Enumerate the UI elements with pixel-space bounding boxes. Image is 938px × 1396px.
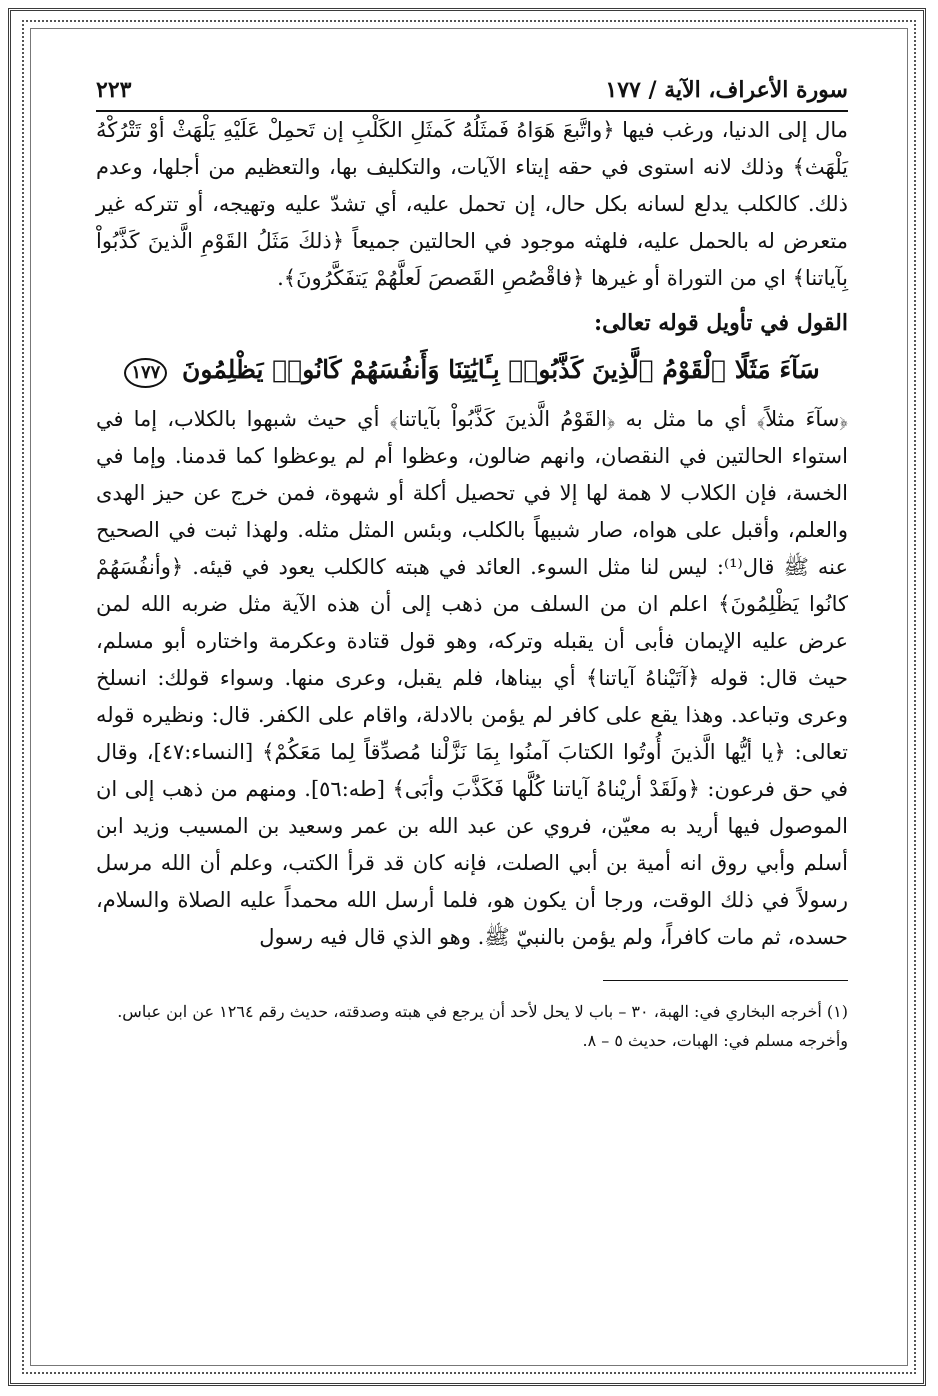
page-content [96, 70, 848, 1055]
footnote-2: وأخرجه مسلم في: الهبات، حديث ٥ – ٨. [582, 1031, 848, 1050]
footnote-divider [603, 980, 848, 981]
section-heading: القول في تأويل قوله تعالى: [594, 310, 848, 336]
surah-reference: سورة الأعراف، الآية / ١٧٧ [605, 77, 848, 103]
verse-text: سَآءَ مَثَلًا ٱلْقَوْمُ ٱلَّذِينَ كَذَّبُوا۟ بِـَٔايَٰتِنَا وَأَنفُسَهُمْ كَانُوا۟ يَظْلِمُونَ [182, 355, 820, 384]
quran-verse [96, 343, 848, 397]
body-text [96, 112, 848, 956]
footnotes [96, 997, 848, 1055]
footnote-1: (١) أخرجه البخاري في: الهبة، ٣٠ – باب لا يحل لأحد أن يرجع في هبته وصدقته، حديث رقم ١٢٦٤ عن ابن عباس. [117, 1002, 848, 1021]
page-number: ٢٢٣ [96, 77, 132, 103]
running-header [96, 70, 848, 112]
intro-paragraph: مال إلى الدنيا، ورغب فيها ﴿واتَّبعَ هَوَاهُ فَمثَلُهُ كَمثَلِ الكَلْبِ إن تَحمِلْ عَلَيْهِ يَلْهَثْ أوْ تَتْرُكْهُ يَلْهَث﴾ وذلك لانه استوى في حقه إيتاء الآيات، والتكليف بها، والتعظيم من أجلها، وعدم ذلك. كالكلب يدلع لسانه بكل حال، إن تحمل عليه، أي تشدّ عليه وتهيجه، أو تتركه غير متعرض له بالحمل عليه، فلهثه موجود في الحالتين جميعاً ﴿ذلكَ مَثَلُ القَوْمِ الَّذينَ كَذَّبُواْ بِآياتنا﴾ اي من التوراة أو غيرها ﴿فاقْصُصِ القَصصَ لَعلَّهُمْ يَتفَكَّرُونَ﴾. [96, 118, 848, 290]
commentary-paragraph: ﴿سآءَ مثلاً﴾ أي ما مثل به ﴿القَوْمُ الَّذينَ كَذَّبُواْ بآياتنا﴾ أي حيث شبهوا بالكلاب، إما في استواء الحالتين في النقصان، وانهم ضالون، وعظوا أم لم يوعظوا كما قدمنا. وإما في الخسة، فإن الكلاب لا همة لها إلا في تحصيل أكلة أو شهوة، فمن خرج عن حيز الهدى والعلم، وأقبل على هواه، صار شبيهاً بالكلب، وبئس المثل مثله. ولهذا ثبت في الصحيح عنه ﷺ قال⁽¹⁾: ليس لنا مثل السوء. العائد في هبته كالكلب يعود في قيئه. ﴿وأنفُسَهُمْ كانُوا يَظْلِمُونَ﴾ اعلم ان من السلف من ذهب إلى أن هذه الآية مثل ضربه الله لمن عرض عليه الإيمان فأبى أن يقبله وتركه، وهو قول قتادة وعكرمة واختاره أبو مسلم، حيث قال: قوله ﴿آتَيْناهُ آياتنا﴾ أي بيناها، فلم يقبل، وعرى منها. وسواء قولك: انسلخ وعرى وتباعد. وهذا يقع على كافر لم يؤمن بالادلة، واقام على الكفر. قال: ونظيره قوله تعالى: ﴿يا أيُّها الَّذينَ أُوتُوا الكتابَ آمنُوا بِمَا نَزَّلْنا مُصدِّقاً لِما مَعَكُمْ﴾ [النساء:٤٧]، وقال في حق فرعون: ﴿ولَقَدْ أريْناهُ آياتنا كُلَّها فَكَذَّبَ وأبَى﴾ [طه:٥٦]. ومنهم من ذهب إلى ان الموصول فيها أريد به معيّن، فروي عن عبد الله بن عمر وسعيد بن المسيب وزيد ابن أسلم وأبي روق انه أمية بن أبي الصلت، فإنه كان قد قرأ الكتب، وعلم أن الله مرسل رسولاً في ذلك الوقت، ورجا أن يكون هو، فلما أرسل الله محمداً عليه الصلاة والسلام، حسده، ثم مات كافراً، ولم يؤمن بالنبيّ ﷺ. وهو الذي قال فيه رسول [96, 407, 849, 949]
verse-number-marker: ١٧٧ [124, 358, 167, 388]
